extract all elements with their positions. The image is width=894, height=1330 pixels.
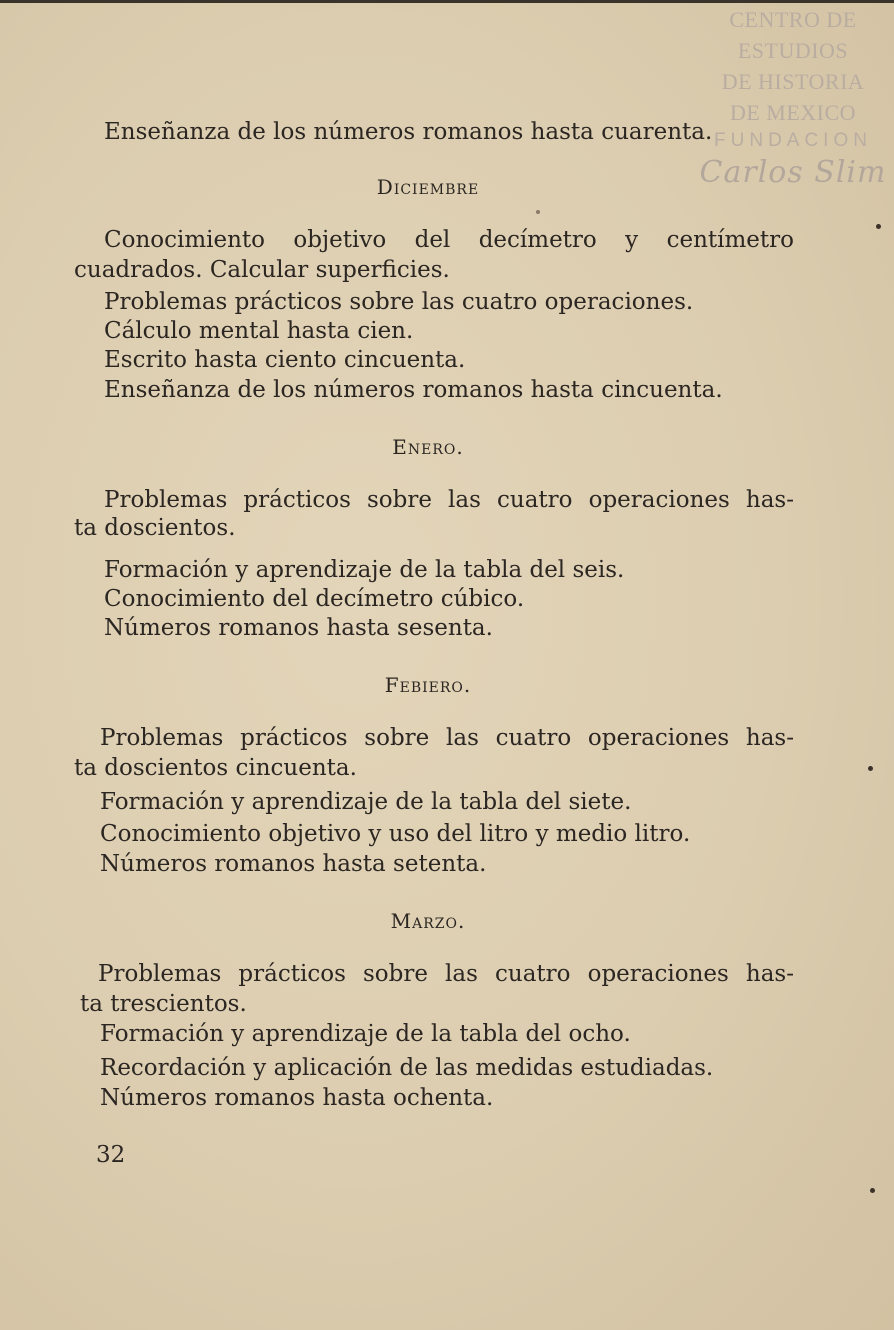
feb-para-line-1: Problemas prácticos sobre las cuatro operaciones has- (100, 725, 794, 751)
month-heading-febrero: Febiero. (384, 673, 472, 697)
mar-para-line-2: ta trescientos. (80, 991, 247, 1017)
ene-line-3: Conocimiento del decímetro cúbico. (104, 586, 525, 612)
page-number: 32 (96, 1142, 126, 1168)
intro-line: Enseñanza de los números romanos hasta cuarenta. (104, 119, 713, 145)
feb-line-3: Conocimiento objetivo y uso del litro y medio litro. (100, 821, 691, 847)
paper-speck (876, 224, 881, 229)
stamp-line-3: DE HISTORIA (721, 69, 865, 94)
mar-para-line-1: Problemas prácticos sobre las cuatro operaciones has- (98, 961, 794, 987)
stamp-line-5: FUNDACION (714, 130, 872, 151)
ene-line-2: Formación y aprendizaje de la tabla del seis. (104, 557, 625, 583)
page-top-edge (0, 0, 894, 3)
archive-stamp (698, 4, 888, 192)
month-heading-marzo: Marzo. (390, 909, 466, 933)
stamp-line-1: CENTRO DE (729, 7, 857, 32)
mar-line-2: Formación y aprendizaje de la tabla del ocho. (100, 1021, 631, 1047)
dic-line-2: Problemas prácticos sobre las cuatro operaciones. (104, 289, 694, 315)
paper-speck (868, 766, 873, 771)
feb-line-4: Números romanos hasta setenta. (100, 851, 487, 877)
paper-speck (870, 1188, 875, 1193)
stamp-line-4: DE MEXICO (729, 100, 857, 125)
ene-line-4: Números romanos hasta sesenta. (104, 615, 493, 641)
dic-line-5: Enseñanza de los números romanos hasta cincuenta. (104, 377, 723, 403)
stamp-signature: Carlos Slim (699, 155, 887, 190)
ene-para-line-2: ta doscientos. (74, 515, 236, 541)
ene-para-line-1: Problemas prácticos sobre las cuatro operaciones has- (104, 487, 794, 513)
dic-line-3: Cálculo mental hasta cien. (104, 318, 414, 344)
feb-para-line-2: ta doscientos cincuenta. (74, 755, 357, 781)
mar-line-3: Recordación y aplicación de las medidas estudiadas. (100, 1055, 714, 1081)
dic-line-4: Escrito hasta ciento cincuenta. (104, 347, 466, 373)
month-heading-enero: Enero. (392, 435, 464, 459)
mar-line-4: Números romanos hasta ochenta. (100, 1085, 494, 1111)
stamp-line-2: ESTUDIOS (737, 38, 849, 63)
dic-para-line-2: cuadrados. Calcular superficies. (74, 257, 450, 283)
month-heading-diciembre: Diciembre (376, 175, 480, 199)
paper-speck (536, 210, 540, 214)
feb-line-2: Formación y aprendizaje de la tabla del siete. (100, 789, 632, 815)
dic-para-line-1: Conocimiento objetivo del decímetro y centímetro (104, 227, 794, 253)
